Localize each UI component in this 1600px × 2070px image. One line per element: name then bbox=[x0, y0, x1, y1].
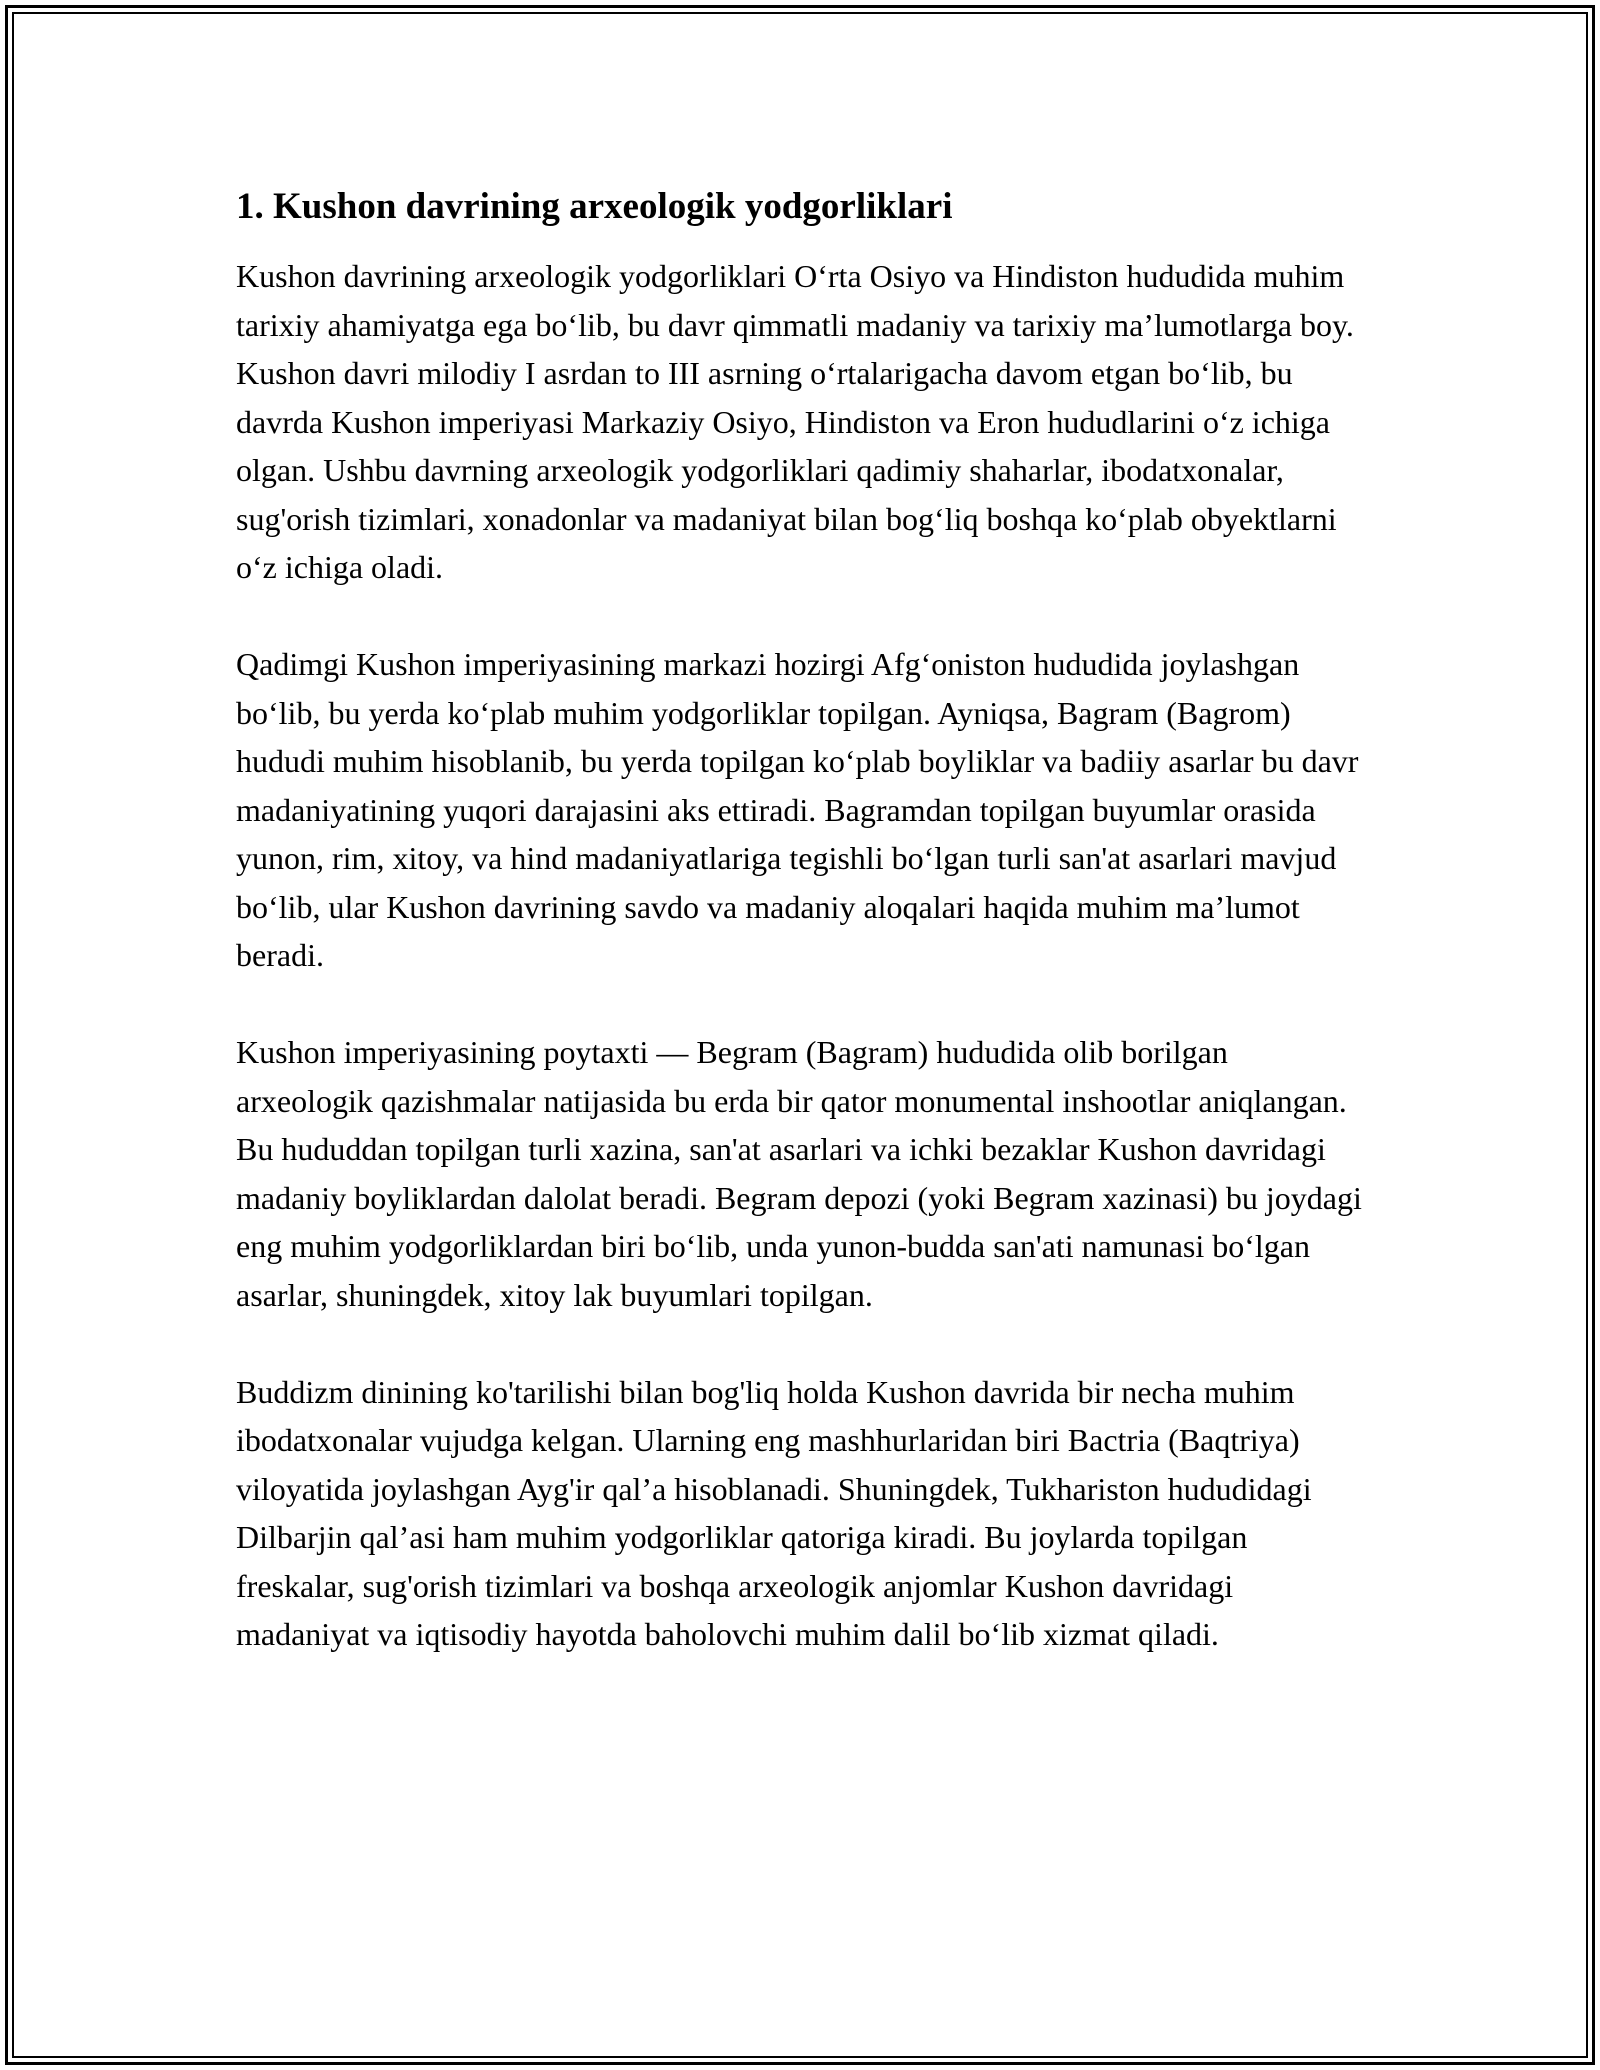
paragraph-4: Buddizm dinining ko'tarilishi bilan bog'liq holda Kushon davrida bir necha muhim ibodatxonalar vujudga kelgan. Ularning eng mashhurlaridan biri Bactria (Baqtriya) viloyatida joylashgan Ayg'ir qal’a hisoblanadi. Shuningdek, Tukhariston hududidagi Dilbarjin qal’asi ham muhim yodgorliklar qatoriga kiradi. Bu joylarda topilgan freskalar, sug'orish tizimlari va boshqa arxeologik anjomlar Kushon davridagi madaniyat va iqtisodiy hayotda baholovchi muhim dalil bo‘lib xizmat qiladi. bbox=[236, 1373, 1312, 1652]
paragraph-2: Qadimgi Kushon imperiyasining markazi hozirgi Afg‘oniston hududida joylashgan bo‘lib, bu yerda ko‘plab muhim yodgorliklar topilgan. Ayniqsa, Bagram (Bagrom) hududi muhim hisoblanib, bu yerda topilgan ko‘plab boyliklar va badiiy asarlar bu davr madaniyatining yuqori darajasini aks ettiradi. Bagramdan topilgan buyumlar orasida yunon, rim, xitoy, va hind madaniyatlariga tegishli bo‘lgan turli san'at asarlari mavjud bo‘lib, ular Kushon davrining savdo va madaniy aloqalari haqida muhim ma’lumot beradi. bbox=[236, 646, 1359, 973]
paragraph-3: Kushon imperiyasining poytaxti — Begram (Bagram) hududida olib borilgan arxeologik qazishmalar natijasida bu erda bir qator monumental inshootlar aniqlangan. Bu hududdan topilgan turli xazina, san'at asarlari va ichki bezaklar Kushon davridagi madaniy boyliklardan dalolat beradi. Begram depozi (yoki Begram xazinasi) bu joydagi eng muhim yodgorliklardan biri bo‘lib, unda yunon-budda san'ati namunasi bo‘lgan asarlar, shuningdek, xitoy lak buyumlari topilgan. bbox=[236, 1034, 1362, 1313]
document-body bbox=[236, 183, 1366, 1707]
section-heading: 1. Kushon davrining arxeologik yodgorliklari bbox=[236, 186, 953, 227]
paragraph-1: Kushon davrining arxeologik yodgorliklari O‘rta Osiyo va Hindiston hududida muhim tarixiy ahamiyatga ega bo‘lib, bu davr qimmatli madaniy va tarixiy ma’lumotlarga boy. Kushon davri milodiy I asrdan to III asrning o‘rtalarigacha davom etgan bo‘lib, bu davrda Kushon imperiyasi Markaziy Osiyo, Hindiston va Eron hududlarini o‘z ichiga olgan. Ushbu davrning arxeologik yodgorliklari qadimiy shaharlar, ibodatxonalar, sug'orish tizimlari, xonadonlar va madaniyat bilan bog‘liq boshqa ko‘plab obyektlarni o‘z ichiga oladi. bbox=[236, 258, 1354, 585]
